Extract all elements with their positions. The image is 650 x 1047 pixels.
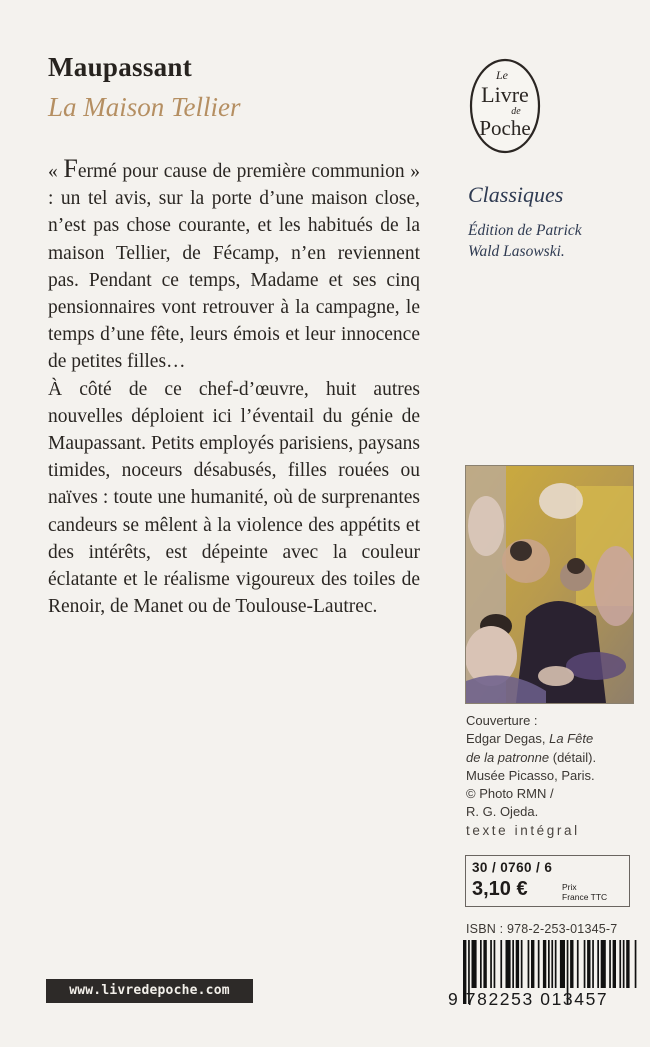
barcode-bar — [521, 940, 523, 988]
blurb-paragraph-1 — [48, 155, 420, 376]
cover-painting — [465, 465, 634, 704]
caption-detail: (détail). — [549, 749, 597, 765]
product-code: 30 / 0760 / 6 — [472, 860, 553, 875]
drop-cap: F — [63, 154, 78, 183]
barcode-bar — [623, 940, 625, 988]
barcode-bar — [500, 940, 502, 988]
caption-line-1: Couverture : — [466, 713, 538, 728]
barcode-bar — [483, 940, 486, 988]
barcode-bar — [555, 940, 557, 988]
logo-line-1: Le — [496, 68, 508, 82]
barcode-bar — [531, 940, 534, 988]
author-name: Maupassant — [48, 52, 193, 82]
blurb — [48, 155, 420, 620]
texte-integral-label: texte intégral — [466, 823, 580, 838]
barcode-bar — [516, 940, 519, 988]
caption-line-4: Musée Picasso, Paris. — [466, 767, 595, 783]
edition-line-2: Wald Lasowski. — [468, 243, 565, 260]
barcode-bar — [548, 940, 550, 988]
opening-quote: « — [48, 161, 64, 182]
barcode-bar — [538, 940, 540, 988]
caption-line-5: © Photo RMN / — [466, 786, 554, 802]
blurb-paragraph-2: À côté de ce chef-d’œuvre, huit autres nouvelles déploient ici l’éventail du génie de Maupassant. Petits employés parisiens, paysans timides, noceurs désabusés, filles rouées ou naïves : toute une humanité, où de surprenantes candeurs se mêlent à la violence des appétits et des intérêts, est dépeinte avec la couleur éclatante et le réalisme vigoureux des toiles de Renoir, de Manet ou de Toulouse-Lautrec. — [48, 378, 420, 618]
edition-line-1: Édition de Patrick — [468, 222, 582, 239]
barcode-bar — [560, 940, 565, 988]
caption-painter: Edgar Degas, — [466, 731, 550, 747]
barcode-bar — [613, 940, 616, 988]
website-url: www.livredepoche.com — [46, 979, 253, 1003]
blurb-paragraph-1-text: ermé pour cause de première communion » : un tel avis, sur la porte d’une maison close, n’est pas chose courante, et les habitués de la maison Tellier, de Fécamp, n’en reviennent pas. Pendant ce temps, Madame et ses cinq pensionnaires vont retrouver à la campagne, le temps d’une fête, leurs émois et leur innocence de petites filles… — [48, 161, 420, 373]
barcode-bar — [626, 940, 629, 988]
logo-line-2: Livre — [481, 82, 529, 107]
price-note-line-1: Prix — [562, 882, 577, 892]
price-note — [562, 882, 607, 902]
barcode-bar — [512, 940, 514, 988]
edition-credit — [468, 220, 582, 262]
barcode-bar — [570, 940, 573, 988]
barcode-bar — [472, 940, 477, 988]
caption-title-part1: La Fête — [549, 731, 594, 747]
caption-line-3 — [466, 749, 596, 767]
collection-name: Classiques — [468, 182, 564, 207]
barcode-bar — [528, 940, 530, 988]
barcode-bar — [592, 940, 594, 988]
barcode-bar — [601, 940, 606, 988]
barcode-bar — [587, 940, 590, 988]
barcode-number: 9 782253 013457 — [448, 989, 609, 1009]
livre-de-poche-logo — [469, 57, 541, 155]
price-amount: 3,10 € — [472, 878, 528, 900]
price-note-line-2: France TTC — [562, 892, 608, 902]
book-title: La Maison Tellier — [48, 92, 241, 122]
caption-title-part2: de la patronne — [466, 749, 550, 765]
barcode-bar — [543, 940, 546, 988]
barcode-bar — [506, 940, 511, 988]
barcode-bar — [597, 940, 599, 988]
barcode-bar — [490, 940, 492, 988]
barcode-bar — [584, 940, 586, 988]
caption-line-2 — [466, 730, 596, 748]
cover-painting-art — [466, 466, 633, 703]
isbn-text: ISBN : 978-2-253-01345-7 — [466, 922, 618, 936]
barcode-bar — [480, 940, 482, 988]
barcode-bar — [551, 940, 553, 988]
price-box — [465, 855, 630, 907]
barcode-bar — [494, 940, 496, 988]
logo-line-4: Poche — [479, 116, 531, 140]
cover-caption — [466, 712, 596, 822]
barcode-bar — [635, 940, 637, 988]
caption-line-6: R. G. Ojeda. — [466, 804, 539, 820]
barcode-bar — [619, 940, 621, 988]
barcode-bar — [609, 940, 611, 988]
logo-line-3: de — [511, 106, 521, 117]
barcode-bar — [577, 940, 579, 988]
